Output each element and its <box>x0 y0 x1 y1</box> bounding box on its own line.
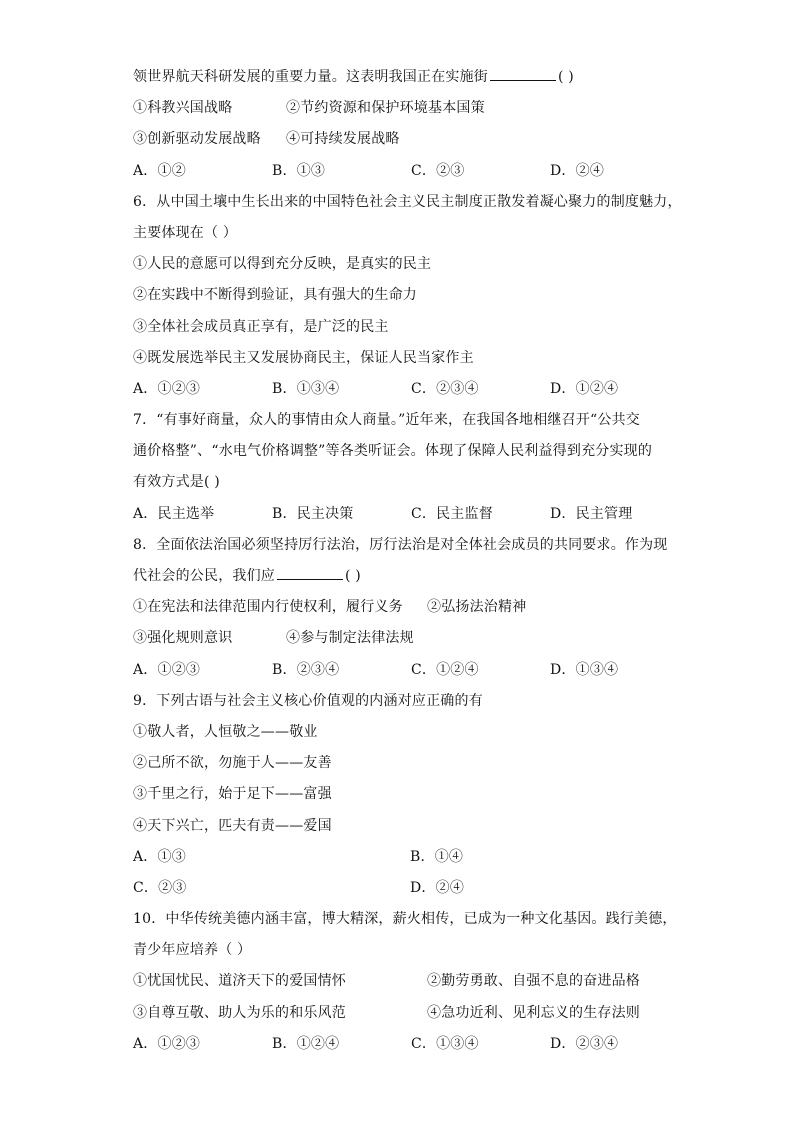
option-b[interactable]: B．民主决策 <box>272 505 354 522</box>
option-b[interactable]: B．①③④ <box>272 380 340 397</box>
option-d[interactable]: D．②④ <box>410 879 465 896</box>
option-a[interactable]: A．①③ <box>133 848 186 865</box>
q6-options <box>133 374 678 405</box>
q10-stem-line-1: 10．中华传统美德内涵丰富，博大精深，薪火相传，已成为一种文化基因。践行美德， <box>133 911 677 928</box>
option-d[interactable]: D．民主管理 <box>550 505 633 522</box>
q6-stem-line-1: 6．从中国土壤中生长出来的中国特色社会主义民主制度正散发着凝心聚力的制度魅力， <box>133 193 682 210</box>
option-c[interactable]: C．②③ <box>411 162 465 179</box>
q5-options <box>133 156 678 187</box>
option-c[interactable]: C．①②④ <box>411 661 479 678</box>
option-d[interactable]: D．①③④ <box>550 661 619 678</box>
q9-item-1: ①敬人者，人恒敬之——敬业 <box>133 723 318 740</box>
q6-item-3: ③全体社会成员真正享有，是广泛的民主 <box>133 318 389 335</box>
q6-item-1: ①人民的意愿可以得到充分反映，是真实的民主 <box>133 256 432 273</box>
option-a[interactable]: A．①②③ <box>133 1035 201 1052</box>
q8-stem-line-1: 8．全面依法治国必须坚持厉行法治，厉行法治是对全体社会成员的共同要求。作为现 <box>133 536 668 553</box>
q8-options <box>133 655 678 686</box>
q5-items-row-2: ③创新驱动发展战略 ④可持续发展战略 <box>133 131 400 148</box>
option-a[interactable]: A．①②③ <box>133 661 201 678</box>
q10-items-row-1: ①忧国忧民、道济天下的爱国情怀 ②勤劳勇敢、自强不息的奋进品格 <box>133 973 640 990</box>
q6-item-4: ④既发展选举民主又发展协商民主，保证人民当家作主 <box>133 349 474 366</box>
q7-stem-line-1: 7．“有事好商量，众人的事情由众人商量。”近年来，在我国各地相继召开“公共交 <box>133 412 640 429</box>
answer-blank <box>277 565 343 580</box>
q6-item-2: ②在实践中不断得到验证，具有强大的生命力 <box>133 287 417 304</box>
q10-stem-line-2: 青少年应培养（ ） <box>133 942 252 959</box>
q5-stem-line: 领世界航天科研发展的重要力量。这表明我国正在实施街 ( ) <box>133 62 678 93</box>
q7-options <box>133 499 678 530</box>
q8-items-row-2: ③强化规则意识 ④参与制定法律法规 <box>133 630 414 647</box>
option-c[interactable]: C．②③④ <box>411 380 479 397</box>
q9-options-row-1 <box>133 842 678 873</box>
q8-stem-line-2: 代社会的公民，我们应 ( ) <box>133 561 678 592</box>
option-d[interactable]: D．②④ <box>550 162 605 179</box>
q8-items-row-1: ①在宪法和法律范围内行使权利，履行义务 ②弘扬法治精神 <box>133 599 527 616</box>
option-d[interactable]: D．①②④ <box>550 380 619 397</box>
q10-items-row-2: ③自尊互敬、助人为乐的和乐风范 ④急功近利、见利忘义的生存法则 <box>133 1004 640 1021</box>
option-c[interactable]: C．②③ <box>133 879 187 896</box>
q7-stem-line-3: 有效方式是( ) <box>133 474 220 491</box>
option-a[interactable]: A．①② <box>133 162 186 179</box>
q5-items-row-1: ①科教兴国战略 ②节约资源和保护环境基本国策 <box>133 100 485 117</box>
option-c[interactable]: C．①③④ <box>411 1035 479 1052</box>
q9-item-3: ③千里之行，始于足下——富强 <box>133 786 332 803</box>
q6-stem-line-2: 主要体现在（ ） <box>133 224 238 241</box>
option-b[interactable]: B．①③ <box>272 162 326 179</box>
exam-page <box>133 62 682 1060</box>
option-d[interactable]: D．②③④ <box>550 1035 619 1052</box>
answer-blank <box>490 66 556 81</box>
option-a[interactable]: A．①②③ <box>133 380 201 397</box>
option-b[interactable]: B．②③④ <box>272 661 340 678</box>
q10-options <box>133 1029 678 1060</box>
q9-item-4: ④天下兴亡，匹夫有责——爱国 <box>133 817 332 834</box>
option-c[interactable]: C．民主监督 <box>411 505 493 522</box>
option-a[interactable]: A．民主选举 <box>133 505 215 522</box>
q9-item-2: ②己所不欲，勿施于人——友善 <box>133 755 332 772</box>
q9-stem-line-1: 9．下列古语与社会主义核心价值观的内涵对应正确的有 <box>133 692 483 709</box>
option-b[interactable]: B．①④ <box>410 848 464 865</box>
q7-stem-line-2: 通价格整”、“水电气价格调整”等各类听证会。体现了保障人民利益得到充分实现的 <box>133 443 653 460</box>
option-b[interactable]: B．①②④ <box>272 1035 340 1052</box>
q9-options-row-2 <box>133 873 678 904</box>
